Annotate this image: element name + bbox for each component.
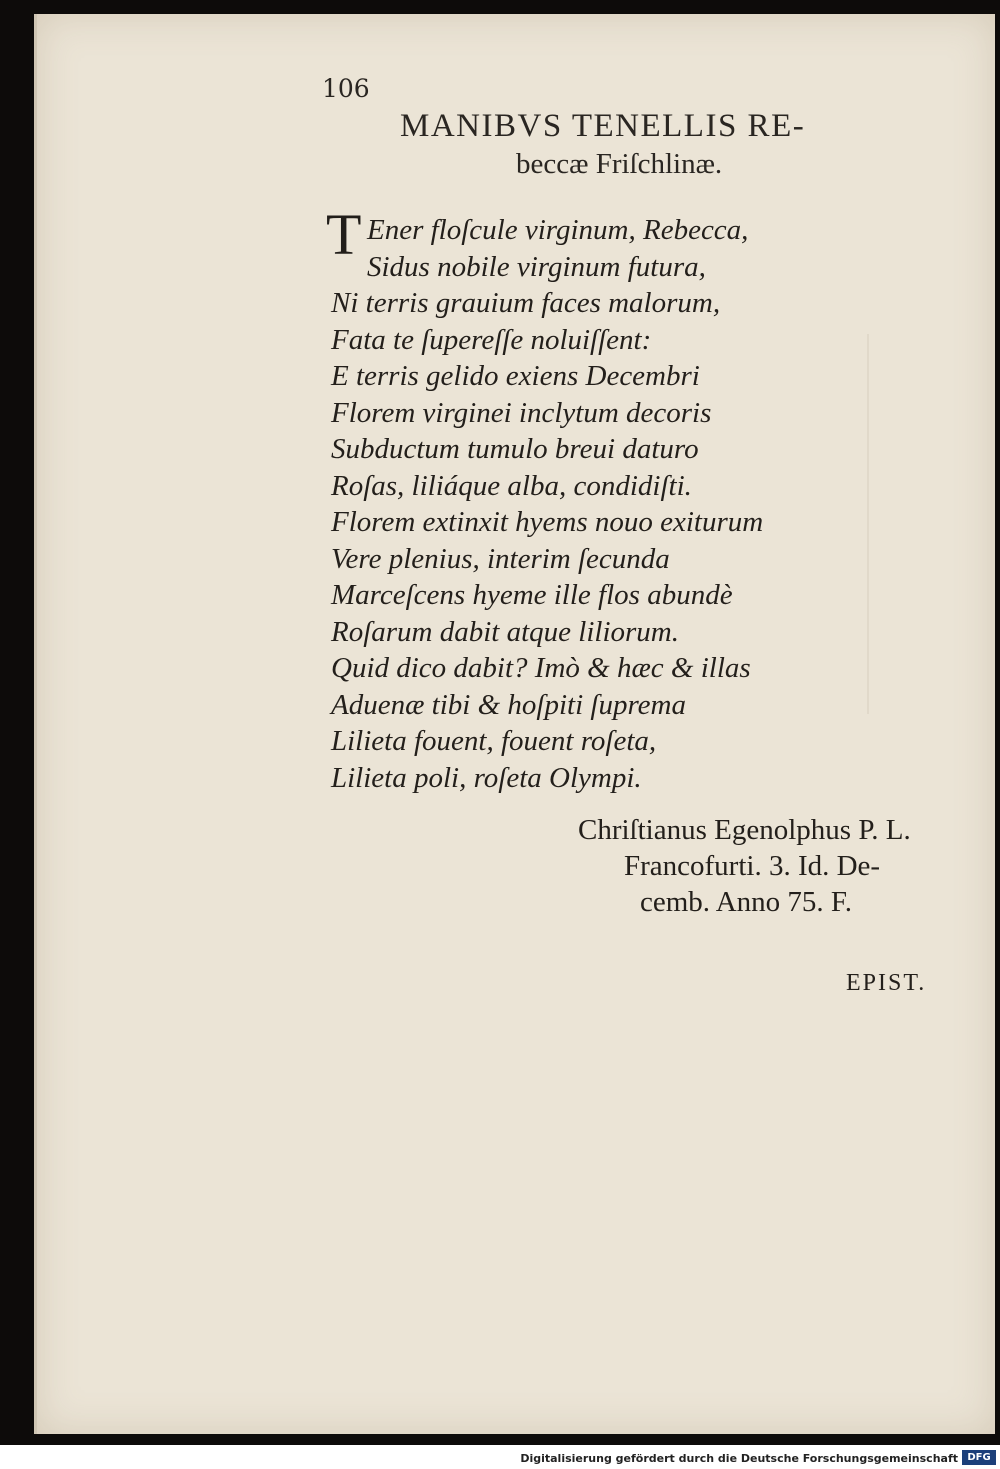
catchword: EPIST. — [846, 970, 927, 996]
poem-line: Lilieta fouent, fouent roſeta, — [331, 725, 657, 757]
poem-line: Ener floſcule virginum, Rebecca, — [367, 214, 749, 246]
poem-line: Sidus nobile virginum futura, — [367, 250, 706, 283]
poem-subtitle: beccæ Friſchlinæ. — [516, 148, 723, 180]
signature-line: Chriſtianus Egenolphus P. L. — [578, 814, 911, 846]
poem-line: Marceſcens hyeme ille flos abundè — [331, 579, 733, 611]
poem-line: Roſas, liliáque alba, condidiſti. — [331, 469, 692, 502]
poem-line: E terris gelido exiens Decembri — [331, 360, 700, 392]
poem-line: Roſarum dabit atque liliorum. — [331, 615, 679, 648]
bleed-through-shadow — [867, 334, 969, 714]
funding-credit: Digitalisierung gefördert durch die Deutsche Forschungsgemeinschaft — [520, 1452, 958, 1465]
signature-line: Francofurti. 3. Id. De- — [624, 850, 881, 882]
poem-line: Lilieta poli, roſeta Olympi. — [331, 761, 642, 794]
poem-line: Vere plenius, interim ſecunda — [331, 542, 670, 575]
poem-line: Florem extinxit hyems nouo exiturum — [331, 506, 764, 538]
poem-line: Ni terris grauium faces malorum, — [331, 287, 721, 319]
poem-line: Aduenæ tibi & hoſpiti ſuprema — [331, 688, 686, 721]
poem-title: MANIBVS TENELLIS RE- — [400, 108, 806, 144]
poem-line: Quid dico dabit? Imò & hæc & illas — [331, 652, 751, 684]
signature-line: cemb. Anno 75. F. — [640, 886, 852, 918]
dfg-logo: DFG — [962, 1450, 996, 1465]
poem-body — [331, 212, 763, 796]
drop-cap: T — [326, 202, 362, 267]
poem-line: Florem virginei inclytum decoris — [331, 396, 712, 429]
poem-line: Fata te ſupereſſe noluiſſent: — [331, 323, 652, 356]
poem-line: Subductum tumulo breui daturo — [331, 433, 699, 465]
page-number: 106 — [322, 74, 370, 103]
